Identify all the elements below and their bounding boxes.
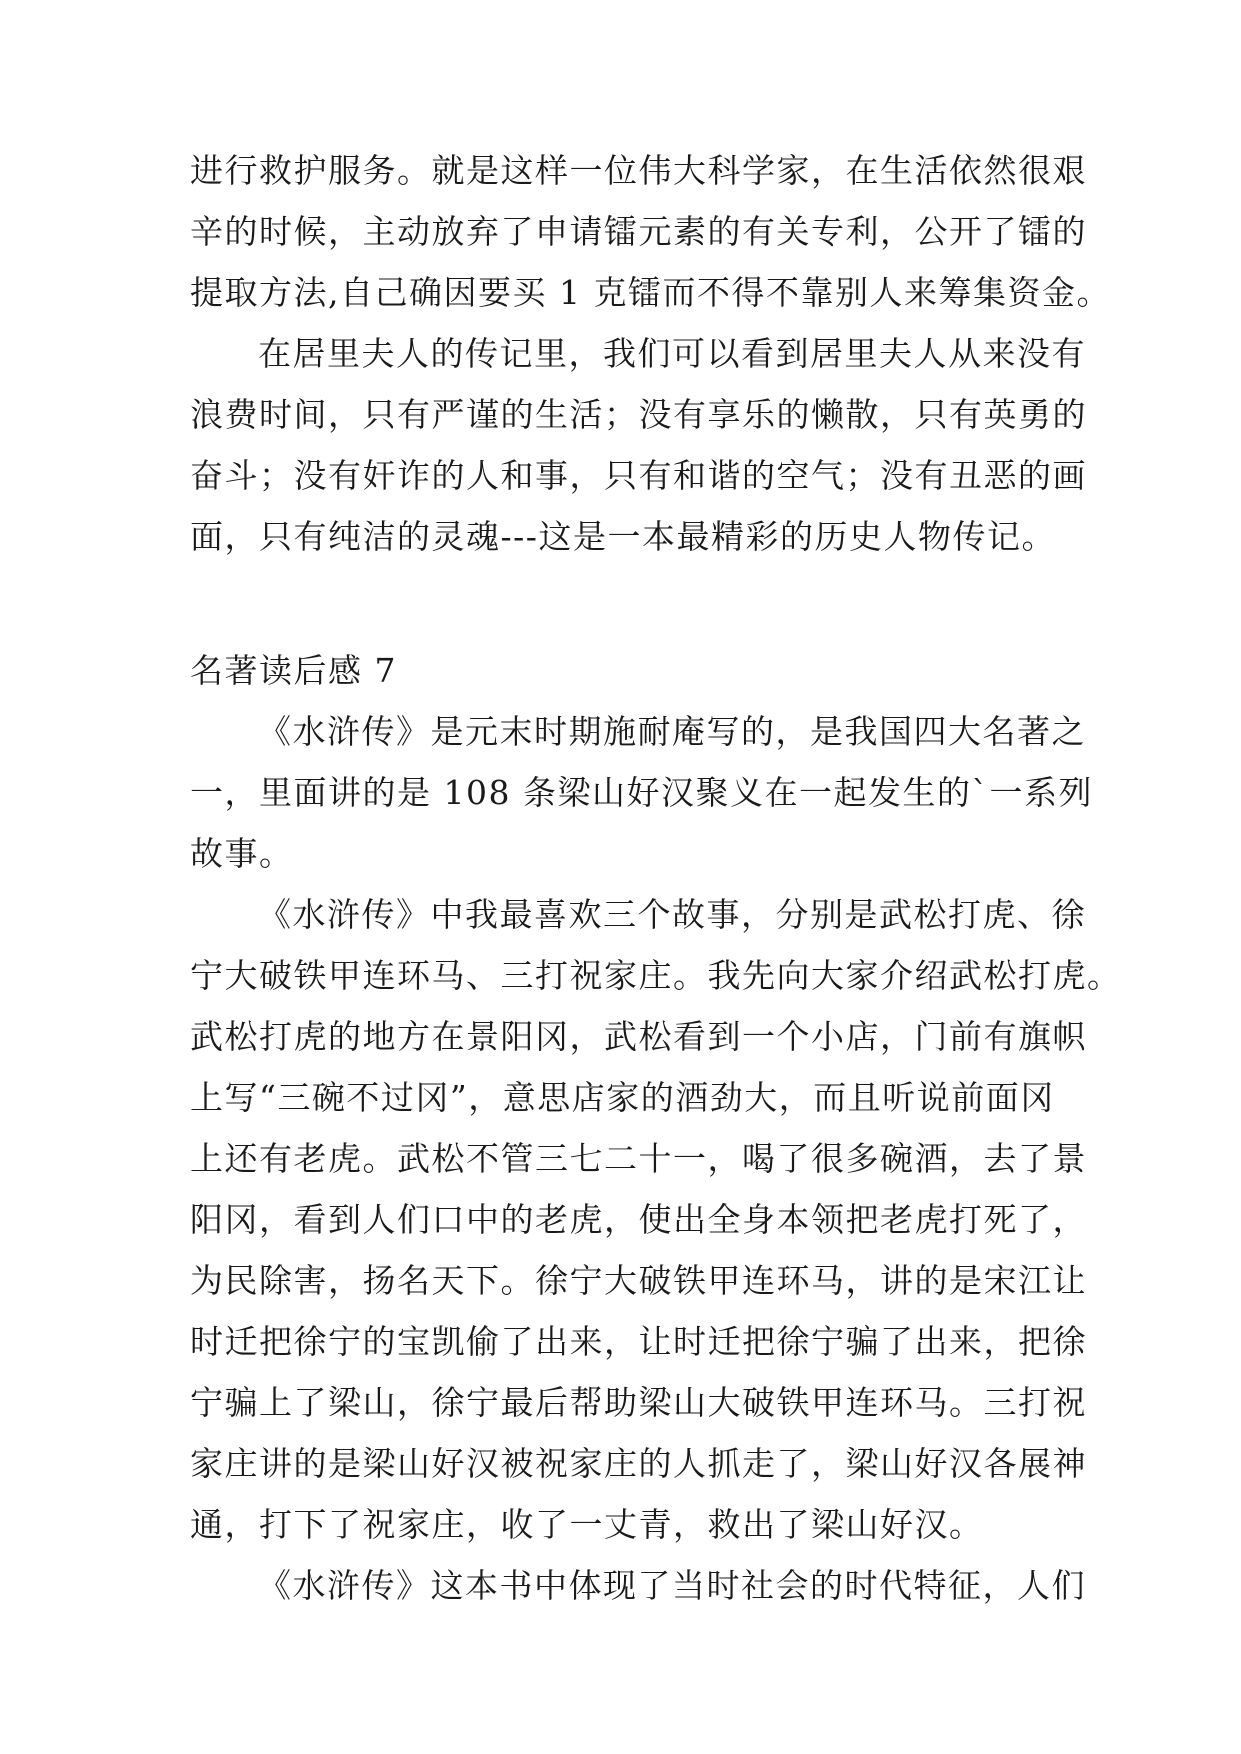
text-line: 阳冈，看到人们口中的老虎，使出全身本领把老虎打死了， [190,1200,1087,1239]
text-line: 宁大破铁甲连环马、三打祝家庄。我先向大家介绍武松打虎。 [190,956,1122,995]
text-line: 通，打下了祝家庄，收了一丈青，救出了梁山好汉。 [190,1505,984,1544]
text-line: 上写“三碗不过冈”，意思店家的酒劲大，而且听说前面冈 [190,1078,1055,1117]
text-line: 故事。 [190,834,294,873]
text-line: 武松打虎的地方在景阳冈，武松看到一个小店，门前有旗帜 [190,1017,1087,1056]
text-line: 上还有老虎。武松不管三七二十一，喝了很多碗酒，去了景 [190,1139,1087,1178]
text-line: 《水浒传》中我最喜欢三个故事，分别是武松打虎、徐 [258,895,1086,934]
text-line: 提取方法,自己确因要买 1 克镭而不得不靠别人来筹集资金。 [190,273,1111,312]
text-line: 进行救护服务。就是这样一位伟大科学家，在生活依然很艰 [190,151,1087,190]
text-line: 奋斗；没有奸诈的人和事，只有和谐的空气；没有丑恶的画 [190,456,1087,495]
text-line: 时迁把徐宁的宝凯偷了出来，让时迁把徐宁骗了出来，把徐 [190,1322,1087,1361]
paragraph-favorite-stories [190,884,1122,1555]
document-page [190,140,1122,1616]
section-heading: 名著读后感 7 [190,651,397,690]
text-line: 在居里夫人的传记里，我们可以看到居里夫人从来没有 [258,334,1086,373]
paragraph-social-features [190,1555,1086,1616]
section-gap [190,567,1050,640]
text-line: 辛的时候，主动放弃了申请镭元素的有关专利，公开了镭的 [190,212,1087,251]
paragraph-curie-continued [190,140,1111,323]
text-line: 宁骗上了梁山，徐宁最后帮助梁山大破铁甲连环马。三打祝 [190,1383,1087,1422]
text-line: 一，里面讲的是 108 条梁山好汉聚义在一起发生的`一系列 [190,773,1093,812]
text-line: 《水浒传》这本书中体现了当时社会的时代特征，人们 [258,1566,1086,1605]
paragraph-shuihu-intro [190,701,1093,884]
paragraph-curie-biography [190,323,1087,567]
text-line: 家庄讲的是梁山好汉被祝家庄的人抓走了，梁山好汉各展神 [190,1444,1087,1483]
text-line: 浪费时间，只有严谨的生活；没有享乐的懒散，只有英勇的 [190,395,1087,434]
text-line: 为民除害，扬名天下。徐宁大破铁甲连环马，讲的是宋江让 [190,1261,1087,1300]
text-line: 面，只有纯洁的灵魂---这是一本最精彩的历史人物传记。 [190,517,1056,556]
text-line: 《水浒传》是元末时期施耐庵写的，是我国四大名著之 [258,712,1086,751]
